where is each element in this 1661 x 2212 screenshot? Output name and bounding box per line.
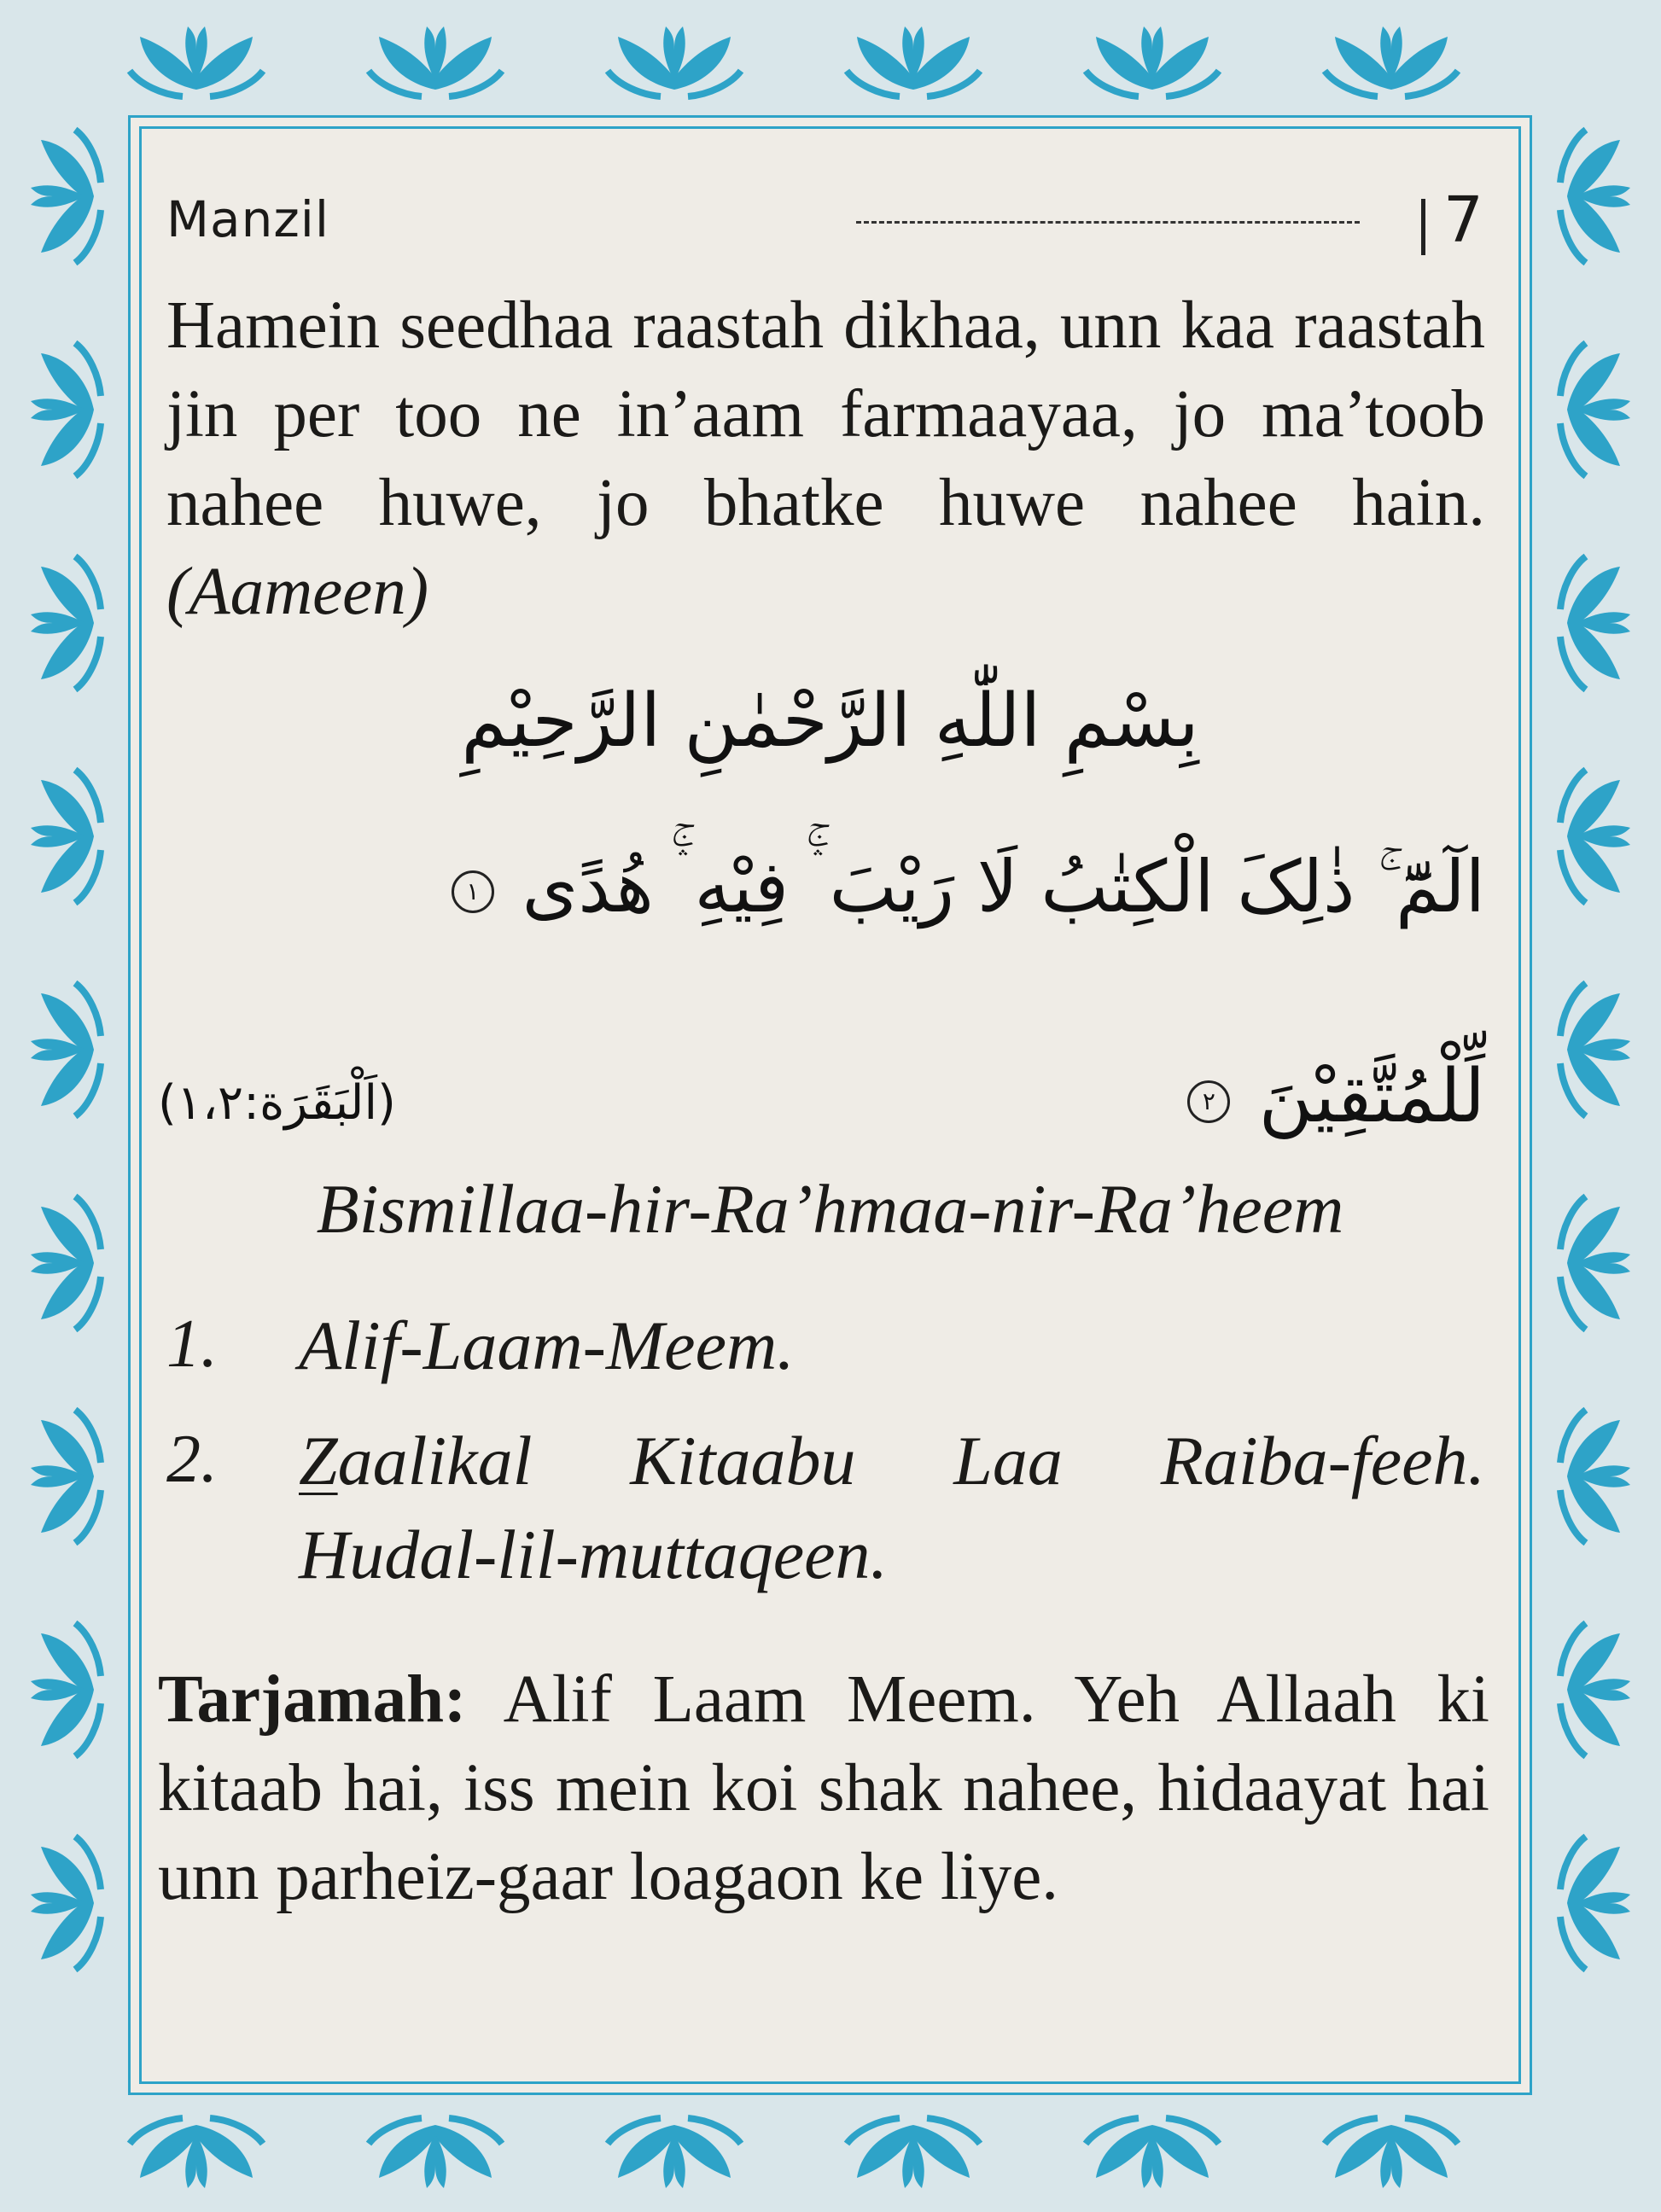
intro-paragraph [166, 282, 1485, 637]
translit-bismillah: Bismillaa-hir-Ra’hmaa-nir-Ra’heem [316, 1170, 1344, 1248]
ayah-marker-2: ٢ [1187, 1080, 1230, 1123]
item-2-first-letter: Z [299, 1422, 338, 1499]
item-2-text: aalikal Kitaabu Laa Raiba-feeh. [337, 1422, 1485, 1499]
border-top-motifs [130, 26, 1458, 96]
translation-label: Tarjamah: [158, 1662, 467, 1737]
border-bottom-motifs [130, 2118, 1458, 2188]
aameen: (Aameen) [166, 555, 429, 629]
ayah-marker-1: ١ [452, 870, 494, 913]
item-1-text: Alif-Laam-Meem. [299, 1307, 795, 1384]
header-bar [1421, 199, 1425, 255]
item-2-number: 2. [166, 1422, 218, 1497]
arabic-verse-line2 [913, 1054, 1485, 1139]
arabic-bismillah: بِسْمِ اللّٰهِ الرَّحْمٰنِ الرَّحِيْمِ [461, 678, 1199, 764]
arabic-verse-line1 [166, 845, 1485, 929]
border-right-motifs [1560, 130, 1630, 1970]
header-divider [856, 221, 1360, 224]
translation-text: Alif Laam Meem. Yeh Allaah ki kitaab hai, iss mein koi shak nahee, hidaayat hai unn parheiz-gaar loagaon ke liye. [158, 1662, 1489, 1914]
translation-paragraph [158, 1656, 1489, 1922]
intro-text: Hamein seedhaa raastah dikhaa, unn kaa raastah jin per too ne in’aam farmaayaa, jo ma’toob nahee huwe, jo bhatke huwe nahee hain. [166, 288, 1485, 540]
surah-reference: (اَلْبَقَرَة:١،٢) [158, 1075, 396, 1131]
arabic-verse-text2: لِّلْمُتَّقِیْنَ [1258, 1054, 1485, 1139]
header-title: Manzil [166, 190, 330, 248]
arabic-verse-text1: الٓمّٓ ۚ ذٰلِکَ الْکِتٰبُ لَا رَیْبَ ۛۚ فِیْهِ ۛۚ هُدًی [522, 845, 1485, 928]
item-2-continuation: Hudal-lil-muttaqeen. [299, 1516, 889, 1593]
page [128, 115, 1532, 2095]
item-1-number: 1. [166, 1307, 218, 1382]
item-2-line1 [299, 1421, 1485, 1501]
page-header [166, 183, 1485, 257]
page-number: 7 [1442, 183, 1483, 257]
border-left-motifs [31, 130, 101, 1970]
